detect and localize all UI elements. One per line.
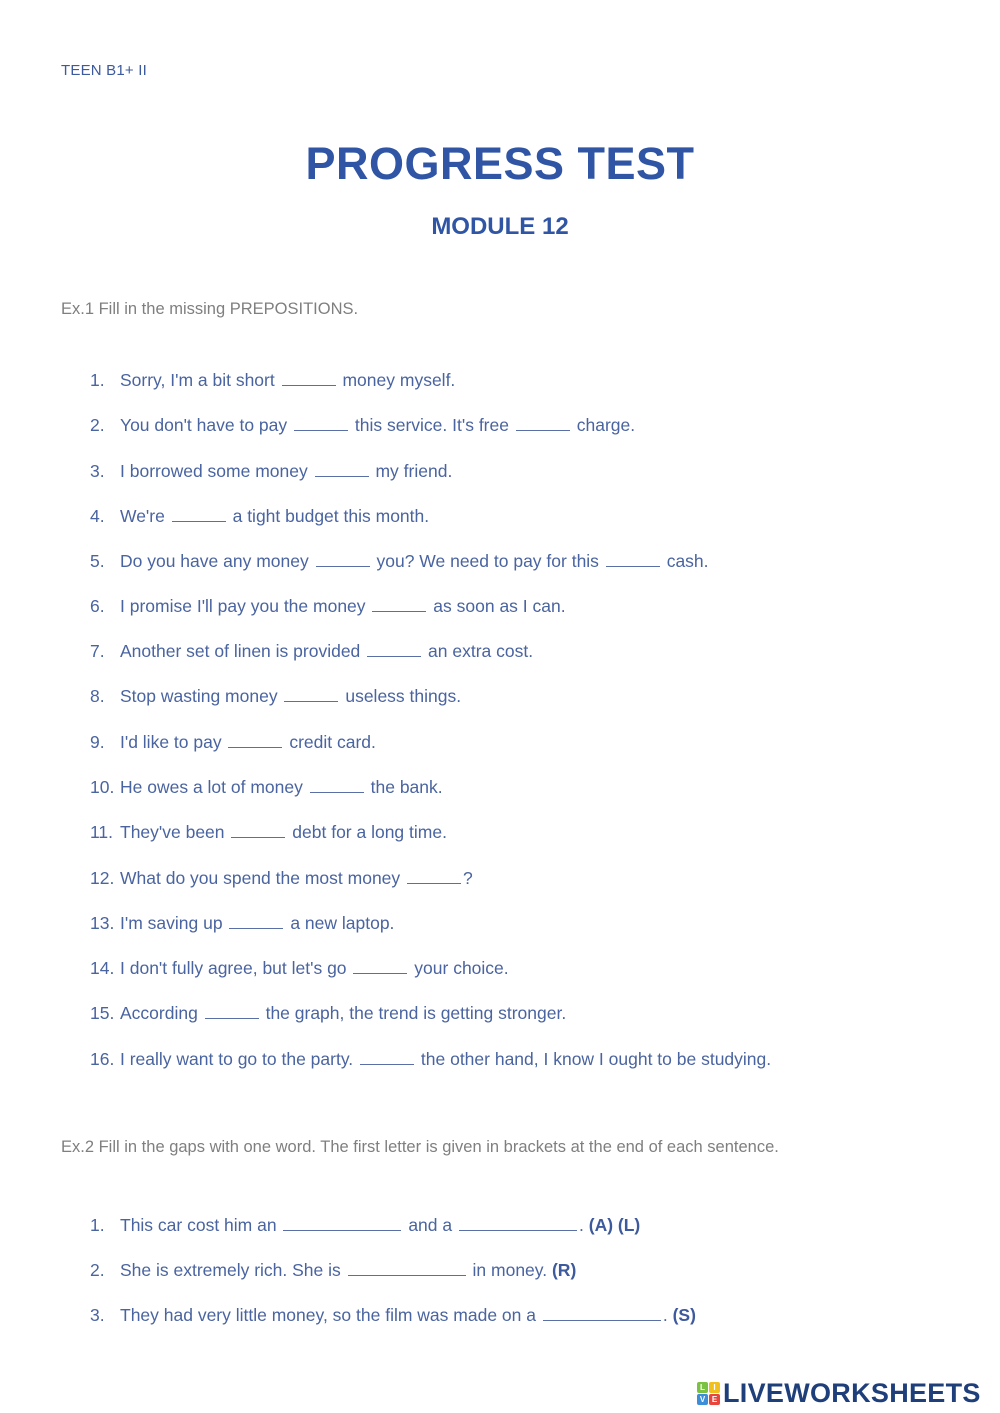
question-number: 1.	[90, 370, 105, 390]
liveworksheets-logo[interactable]	[697, 1378, 981, 1409]
question-text: He owes a lot of money	[120, 777, 303, 797]
question-text: What do you spend the most money	[120, 868, 401, 888]
question-text: the bank.	[370, 777, 443, 797]
answer-blank[interactable]	[282, 369, 336, 386]
answer-blank[interactable]	[310, 776, 364, 793]
logo-block-l: L	[697, 1382, 708, 1393]
question-number: 2.	[90, 1260, 105, 1280]
question-text: Stop wasting money	[120, 686, 278, 706]
answer-blank[interactable]	[348, 1259, 466, 1276]
question-text: I borrowed some money	[120, 461, 308, 481]
answer-blank[interactable]	[372, 595, 426, 612]
question-number: 10.	[90, 777, 115, 797]
answer-blank[interactable]	[228, 731, 282, 748]
first-letter-hint: (A) (L)	[588, 1215, 641, 1235]
question-text: I promise I'll pay you the money	[120, 596, 366, 616]
question-text: This car cost him an	[120, 1215, 277, 1235]
question-number: 8.	[90, 686, 105, 706]
question-number: 5.	[90, 551, 105, 571]
question-text: my friend.	[375, 461, 453, 481]
answer-blank[interactable]	[360, 1048, 414, 1065]
ex1-question-6	[90, 594, 566, 618]
question-text: They've been	[120, 822, 225, 842]
question-text: cash.	[666, 551, 709, 571]
question-text: Another set of linen is provided	[120, 641, 361, 661]
course-label: TEEN B1+ II	[61, 62, 147, 79]
ex2-question-3	[90, 1303, 696, 1327]
first-letter-hint: (R)	[551, 1260, 577, 1280]
ex1-question-11	[90, 820, 447, 844]
question-number: 4.	[90, 506, 105, 526]
question-text: in money.	[472, 1260, 548, 1280]
question-number: 15.	[90, 1003, 115, 1023]
ex1-question-1	[90, 368, 455, 392]
question-text: debt for a long time.	[292, 822, 447, 842]
ex2-question-2	[90, 1258, 576, 1282]
answer-blank[interactable]	[367, 640, 421, 657]
first-letter-hint: (S)	[672, 1305, 696, 1325]
ex1-question-3	[90, 459, 452, 483]
ex2-question-1	[90, 1213, 640, 1237]
question-number: 7.	[90, 641, 105, 661]
question-text: charge.	[576, 415, 636, 435]
answer-blank[interactable]	[231, 821, 285, 838]
question-text: a new laptop.	[290, 913, 395, 933]
logo-block-v: V	[697, 1394, 708, 1405]
question-text: as soon as I can.	[433, 596, 566, 616]
answer-blank[interactable]	[407, 867, 461, 884]
exercise-2-instruction: Ex.2 Fill in the gaps with one word. The first letter is given in brackets at the end of each sentence.	[61, 1138, 779, 1156]
question-number: 16.	[90, 1049, 115, 1069]
answer-blank[interactable]	[205, 1002, 259, 1019]
page-title: PROGRESS TEST	[305, 138, 695, 189]
question-text: .	[579, 1215, 584, 1235]
question-number: 13.	[90, 913, 115, 933]
answer-blank[interactable]	[229, 912, 283, 929]
exercise-1-instruction: Ex.1 Fill in the missing PREPOSITIONS.	[61, 300, 359, 318]
question-text: I don't fully agree, but let's go	[120, 958, 347, 978]
question-number: 6.	[90, 596, 105, 616]
question-text: I really want to go to the party.	[120, 1049, 354, 1069]
question-text: I'd like to pay	[120, 732, 222, 752]
question-text: the other hand, I know I ought to be studying.	[420, 1049, 772, 1069]
question-text: you? We need to pay for this	[376, 551, 599, 571]
answer-blank[interactable]	[353, 957, 407, 974]
question-text: a tight budget this month.	[232, 506, 430, 526]
question-number: 3.	[90, 1305, 105, 1325]
question-number: 12.	[90, 868, 115, 888]
question-text: Sorry, I'm a bit short	[120, 370, 275, 390]
answer-blank[interactable]	[459, 1214, 577, 1231]
question-text: useless things.	[345, 686, 462, 706]
ex1-question-10	[90, 775, 443, 799]
ex1-question-12	[90, 866, 473, 890]
answer-blank[interactable]	[283, 1214, 401, 1231]
question-text: an extra cost.	[428, 641, 534, 661]
logo-text: LIVEWORKSHEETS	[723, 1378, 981, 1408]
question-text: Do you have any money	[120, 551, 309, 571]
answer-blank[interactable]	[294, 414, 348, 431]
ex1-question-8	[90, 684, 461, 708]
ex1-question-9	[90, 730, 376, 754]
ex1-question-13	[90, 911, 394, 935]
ex1-question-7	[90, 639, 533, 663]
question-number: 11.	[90, 822, 114, 842]
ex1-question-4	[90, 504, 429, 528]
question-number: 2.	[90, 415, 105, 435]
ex1-question-15	[90, 1001, 566, 1025]
question-text: your choice.	[414, 958, 509, 978]
question-number: 3.	[90, 461, 105, 481]
answer-blank[interactable]	[316, 550, 370, 567]
answer-blank[interactable]	[284, 685, 338, 702]
question-text: .	[662, 1305, 668, 1325]
question-text: and a	[408, 1215, 453, 1235]
question-text: I'm saving up	[120, 913, 223, 933]
question-text: According	[120, 1003, 198, 1023]
ex1-question-16	[90, 1047, 771, 1071]
question-number: 14.	[90, 958, 115, 978]
ex1-question-14	[90, 956, 509, 980]
ex1-question-2	[90, 413, 635, 437]
answer-blank[interactable]	[172, 505, 226, 522]
page-subtitle: MODULE 12	[431, 213, 569, 240]
answer-blank[interactable]	[315, 460, 369, 477]
ex1-question-5	[90, 549, 709, 573]
question-text: We're	[120, 506, 165, 526]
question-text: You don't have to pay	[120, 415, 288, 435]
answer-blank[interactable]	[606, 550, 660, 567]
question-text: the graph, the trend is getting stronger.	[265, 1003, 567, 1023]
question-text: money myself.	[342, 370, 456, 390]
question-text: this service. It's free	[354, 415, 509, 435]
live-blocks-icon	[697, 1382, 720, 1405]
question-text: credit card.	[289, 732, 376, 752]
answer-blank[interactable]	[543, 1304, 661, 1321]
question-number: 9.	[90, 732, 105, 752]
question-text: They had very little money, so the film was made on a	[120, 1305, 536, 1325]
logo-block-e: E	[709, 1394, 720, 1405]
question-text: She is extremely rich. She is	[120, 1260, 341, 1280]
logo-block-i: I	[709, 1382, 720, 1393]
answer-blank[interactable]	[516, 414, 570, 431]
question-text: ?	[463, 868, 473, 888]
question-number: 1.	[90, 1215, 105, 1235]
